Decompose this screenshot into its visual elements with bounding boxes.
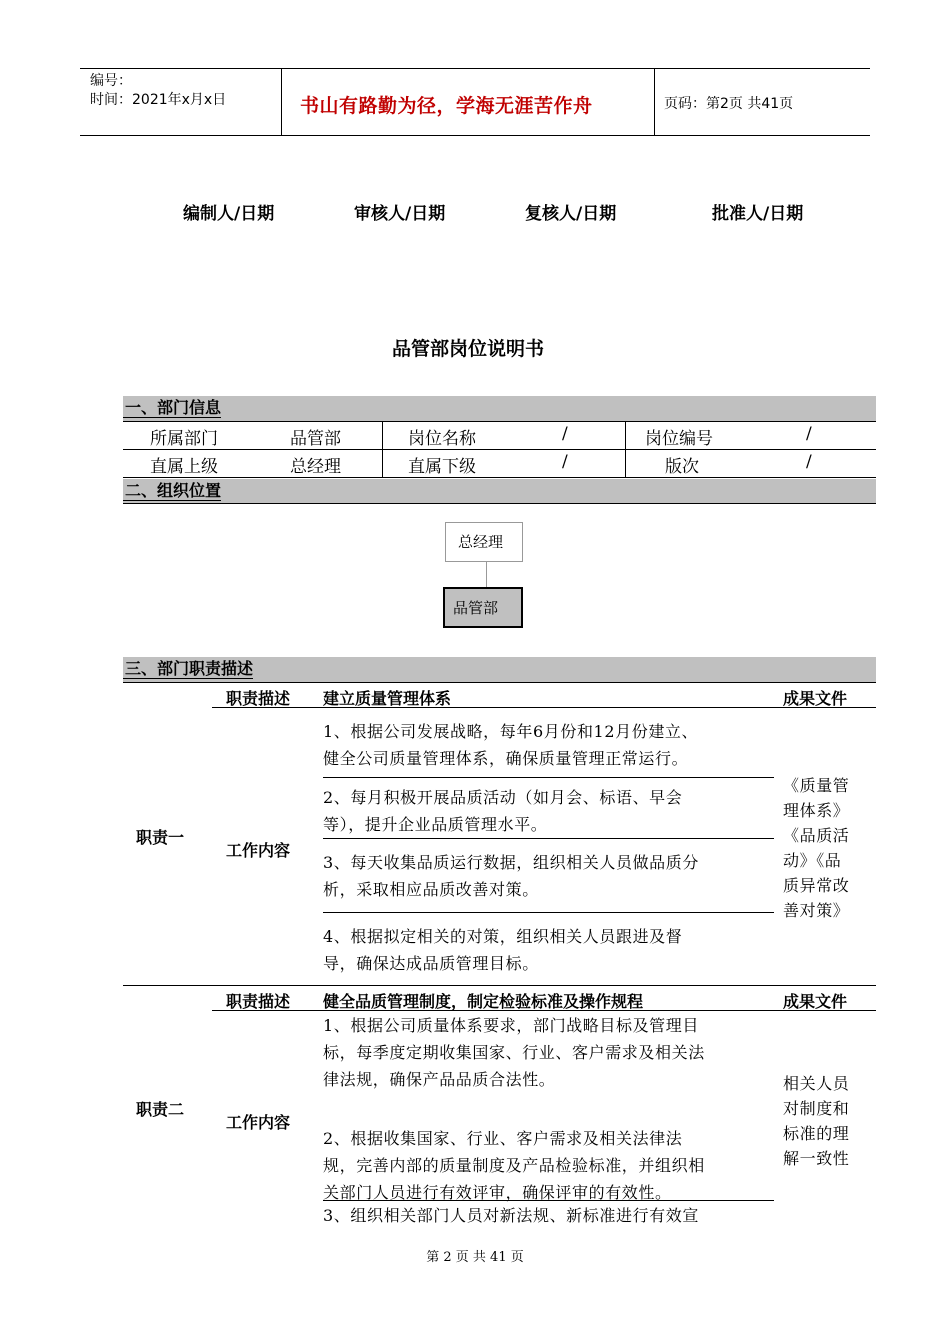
post-no-value: / [806, 424, 812, 444]
duty2-desc-label: 职责描述 [226, 992, 291, 1011]
section2-header [123, 479, 876, 503]
duty2-name: 职责二 [136, 1100, 185, 1119]
header-divider-2 [654, 68, 655, 135]
duty2-work-label: 工作内容 [226, 1113, 291, 1132]
duty2-item-3-line-1: 3、组织相关部门人员对新法规、新标准进行有效宣 [323, 1206, 699, 1225]
duty1-result-line: 《品质活 [783, 826, 850, 845]
duty1-item-4 [323, 923, 682, 977]
duty1-result-files [783, 773, 849, 923]
duty1-name: 职责一 [136, 828, 185, 847]
duty2-desc-underline [212, 1010, 876, 1011]
duty1-item-1-line-2: 健全公司质量管理体系，确保质量管理正常运行。 [323, 749, 689, 768]
duty1-item-4-line-2: 导，确保达成品质管理目标。 [323, 954, 539, 973]
section1-line-2 [123, 449, 876, 450]
duty2-item-1-line-3: 律法规，确保产品品质合法性。 [323, 1070, 556, 1089]
duty1-item-3-line-2: 析，采取相应品质改善对策。 [323, 880, 539, 899]
section1-col-divider-2 [625, 421, 626, 477]
duty2-item-2-line-2: 规，完善内部的质量制度及产品检验标准，并组织相 [323, 1156, 705, 1175]
subordinate-label: 直属下级 [408, 457, 476, 477]
duty1-item-divider-1 [323, 777, 774, 778]
duty2-item-1 [323, 1012, 705, 1093]
dept-label: 所属部门 [150, 429, 218, 449]
duty1-item-1 [323, 718, 698, 772]
superior-label: 直属上级 [150, 457, 218, 477]
duty1-work-label: 工作内容 [226, 841, 291, 860]
duty1-item-divider-3 [323, 912, 774, 913]
duty2-result-line: 解一致性 [783, 1149, 850, 1168]
org-connector [486, 562, 487, 588]
duty2-desc: 健全品质管理制度，制定检验标准及操作规程 [323, 992, 644, 1011]
org-box-quality-dept [443, 587, 523, 628]
duty1-item-2-line-1: 2、每月积极开展品质活动（如月会、标语、早会 [323, 788, 683, 807]
org-general-manager-label: 总经理 [458, 533, 504, 551]
duty1-desc: 建立质量管理体系 [323, 689, 452, 708]
duty1-result-line: 《质量管 [783, 776, 850, 795]
signature-reviewer: 审核人/日期 [354, 204, 446, 224]
duty1-item-2 [323, 784, 682, 838]
duty2-result-line: 标准的理 [783, 1124, 850, 1143]
header-motto: 书山有路勤为径，学海无涯苦作舟 [300, 95, 593, 117]
duty1-result-label: 成果文件 [783, 689, 848, 708]
duty1-item-4-line-1: 4、根据拟定相关的对策，组织相关人员跟进及督 [323, 927, 683, 946]
duty2-result-label: 成果文件 [783, 992, 848, 1011]
version-label: 版次 [665, 457, 699, 477]
section1-header [123, 396, 876, 421]
dept-value: 品管部 [290, 429, 341, 449]
section2-line [123, 503, 876, 504]
section1-col-divider-1 [382, 421, 383, 477]
duty1-item-divider-2 [323, 838, 774, 839]
duty1-result-line: 动》《品 [783, 851, 842, 870]
header-bottom-border [80, 135, 870, 136]
duty2-item-2-line-3: 关部门人员进行有效评审，确保评审的有效性。 [323, 1183, 672, 1202]
org-quality-dept-label: 品管部 [453, 599, 499, 617]
superior-value: 总经理 [290, 457, 341, 477]
section1-line-3 [123, 477, 876, 478]
post-name-label: 岗位名称 [408, 429, 476, 449]
duty1-result-line: 质异常改 [783, 876, 850, 895]
subordinate-value: / [562, 452, 568, 472]
duty1-item-1-line-1: 1、根据公司发展战略，每年6月份和12月份建立、 [323, 722, 699, 741]
duty2-item-1-line-2: 标，每季度定期收集国家、行业、客户需求及相关法 [323, 1043, 705, 1062]
post-no-label: 岗位编号 [645, 429, 713, 449]
duty2-result-line: 相关人员 [783, 1074, 850, 1093]
org-box-general-manager [445, 522, 523, 562]
header-time-label: 时间：2021年x月x日 [90, 92, 227, 108]
duty2-item-2-line-1: 2、根据收集国家、行业、客户需求及相关法律法 [323, 1129, 683, 1148]
duty1-desc-underline [212, 707, 876, 708]
post-name-value: / [562, 424, 568, 444]
signature-rechecker: 复核人/日期 [525, 204, 617, 224]
duty2-item-1-line-1: 1、根据公司质量体系要求，部门战略目标及管理目 [323, 1016, 699, 1035]
duty2-item-3 [323, 1202, 699, 1229]
duty2-item-divider-1 [323, 1200, 774, 1201]
header-page-info: 页码：第2页 共41页 [664, 96, 794, 112]
section2-title: 二、组织位置 [125, 481, 222, 500]
section3-line [123, 682, 876, 683]
section1-title: 一、部门信息 [125, 398, 222, 417]
header-number-label: 编号： [90, 73, 132, 89]
document-title: 品管部岗位说明书 [392, 338, 545, 360]
header-divider-1 [281, 68, 282, 135]
page-footer: 第 2 页 共 41 页 [426, 1250, 524, 1265]
section1-line-1 [123, 421, 876, 422]
signature-approver: 批准人/日期 [712, 204, 804, 224]
duty1-item-3-line-1: 3、每天收集品质运行数据，组织相关人员做品质分 [323, 853, 699, 872]
version-value: / [806, 452, 812, 472]
duty1-item-3 [323, 849, 699, 903]
section3-header [123, 657, 876, 682]
duty1-desc-label: 职责描述 [226, 689, 291, 708]
duty-separator [123, 985, 876, 986]
duty2-item-2 [323, 1125, 705, 1206]
duty1-result-line: 善对策》 [783, 901, 850, 920]
section3-title: 三、部门职责描述 [125, 659, 254, 678]
duty2-result-files [783, 1071, 849, 1171]
duty2-result-line: 对制度和 [783, 1099, 850, 1118]
duty1-result-line: 理体系》 [783, 801, 850, 820]
duty1-item-2-line-2: 等），提升企业品质管理水平。 [323, 815, 548, 834]
signature-preparer: 编制人/日期 [183, 204, 275, 224]
header-top-border [80, 68, 870, 69]
